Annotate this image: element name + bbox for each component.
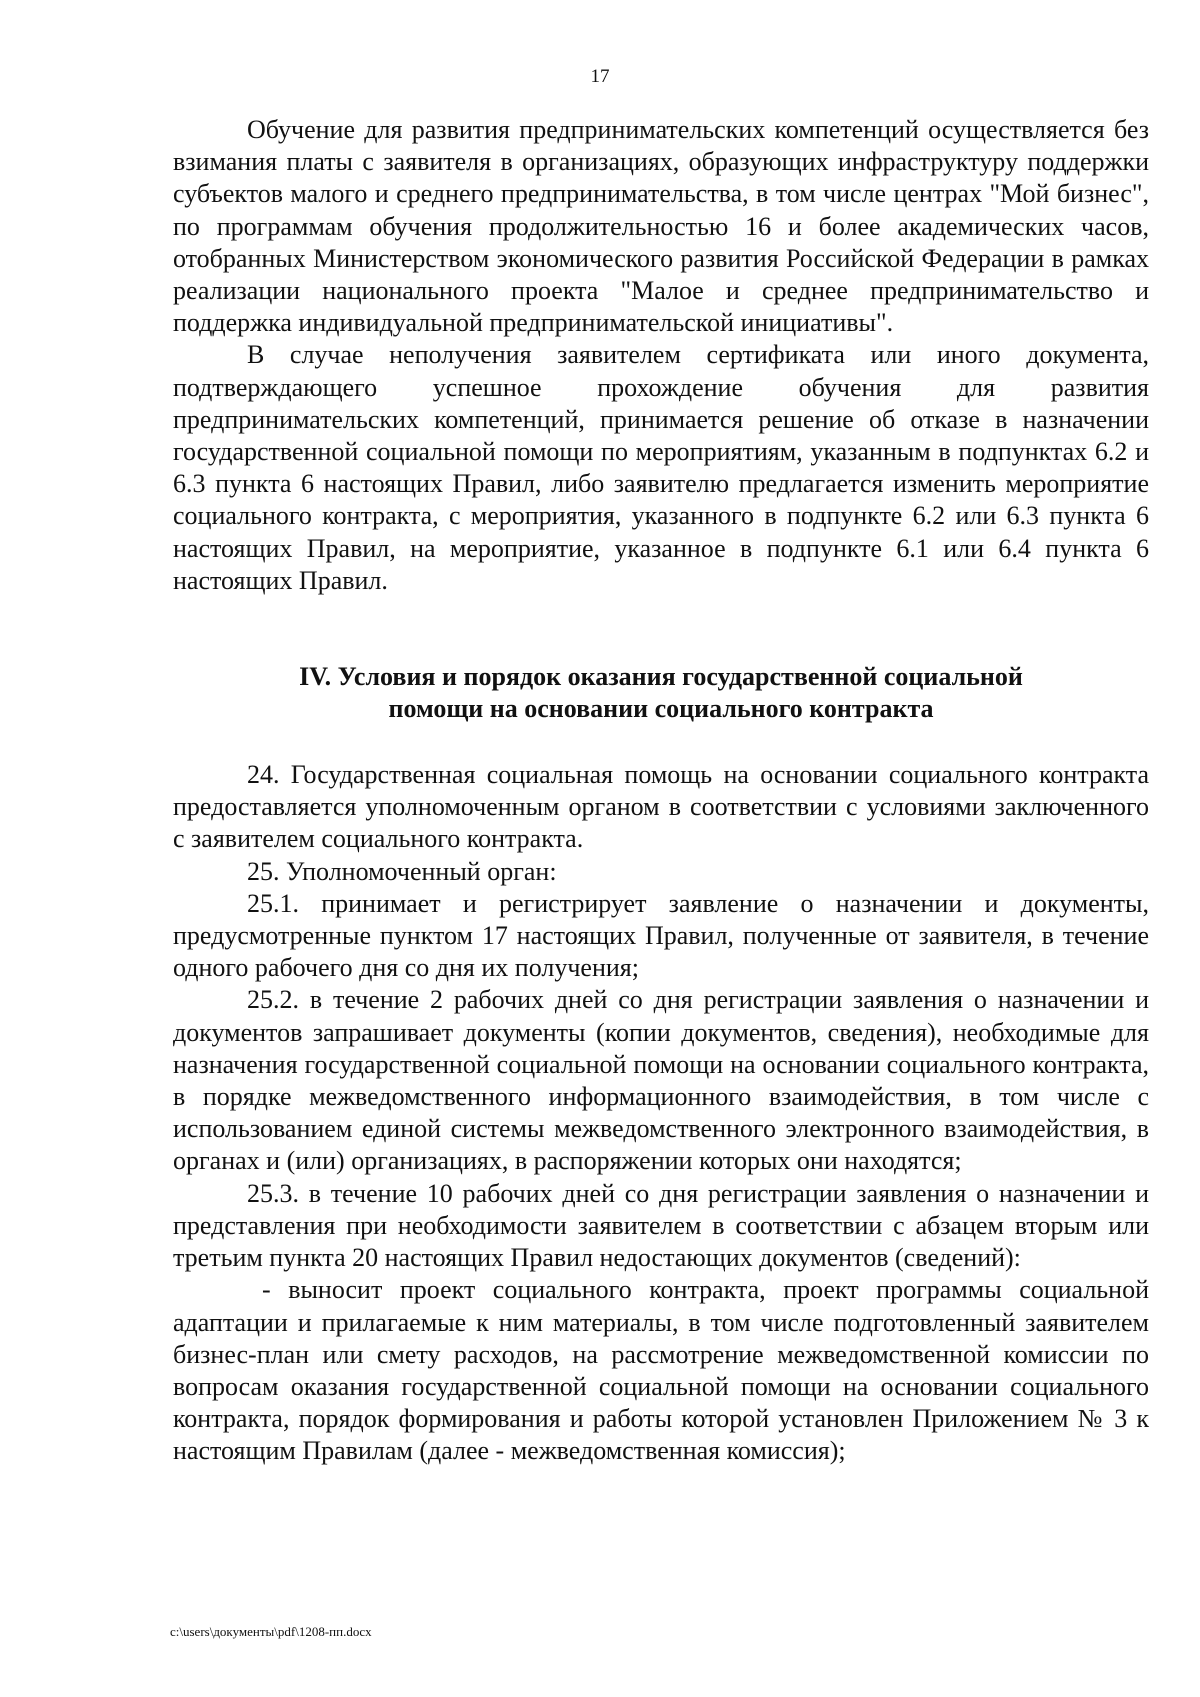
paragraph-25-2: 25.2. в течение 2 рабочих дней со дня регистрации заявления о назначении и документов запрашивает документы (копии документов, сведения), необходимые для назначения государственной социальной помощи на основании социального контракта, в порядке межведомственного информационного взаимодействия, в том числе с использованием единой системы межведомственного электронного взаимодействия, в органах и (или) организациях, в распоряжении которых они находятся; (173, 985, 1149, 1176)
section-heading-line-2: помощи на основании социального контракта (388, 694, 934, 724)
document-body (173, 114, 1149, 1468)
page-number: 17 (590, 66, 610, 87)
paragraph-refusal: В случае неполучения заявителем сертификата или иного документа, подтверждающего успешное прохождение обучения для развития предпринимательских компетенций, принимается решение об отказе в назначении государственной социальной помощи по мероприятиям, указанным в подпунктах 6.2 и 6.3 пункта 6 настоящих Правил, либо заявителю предлагается изменить мероприятие социального контракта, с мероприятия, указанного в подпункте 6.2 или 6.3 пункта 6 настоящих Правил, на мероприятие, указанное в подпункте 6.1 или 6.4 пункта 6 настоящих Правил. (173, 340, 1149, 595)
section-heading (173, 661, 1149, 725)
paragraph-24: 24. Государственная социальная помощь на основании социального контракта предоставляется уполномоченным органом в соответствии с условиями заключенного с заявителем социального контракта. (173, 760, 1149, 854)
footer-file-path: c:\users\документы\pdf\1208-пп.docx (170, 1624, 372, 1639)
paragraph-25: 25. Уполномоченный орган: (247, 856, 557, 886)
paragraph-25-3: 25.3. в течение 10 рабочих дней со дня регистрации заявления о назначении и представления при необходимости заявителем в соответствии с абзацем вторым или третьим пункта 20 настоящих Правил недостающих документов (сведений): (173, 1178, 1149, 1273)
paragraph-dash-item: - выносит проект социального контракта, проект программы социальной адаптации и прилагаемые к ним материалы, в том числе подготовленный заявителем бизнес-план или смету расходов, на рассмотрение межведомственной комиссии по вопросам оказания государственной социальной помощи на основании социального контракта, порядок формирования и работы которой установлен Приложением № 3 к настоящим Правилам (далее - межведомственная комиссия); (173, 1275, 1149, 1466)
section-heading-line-1: IV. Условия и порядок оказания государственной социальной (299, 662, 1023, 692)
paragraph-25-1: 25.1. принимает и регистрирует заявление о назначении и документы, предусмотренные пунктом 17 настоящих Правил, полученные от заявителя, в течение одного рабочего дня со дня их получения; (173, 888, 1149, 983)
section-body (173, 759, 1149, 1467)
paragraph-training: Обучение для развития предпринимательских компетенций осуществляется без взимания платы с заявителя в организациях, образующих инфраструктуру поддержки субъектов малого и среднего предпринимательства, в том числе центрах "Мой бизнес", по программам обучения продолжительностью 16 и более академических часов, отобранных Министерством экономического развития Российской Федерации в рамках реализации национального проекта "Малое и среднее предпринимательство и поддержка индивидуальной предпринимательской инициативы". (173, 115, 1149, 338)
